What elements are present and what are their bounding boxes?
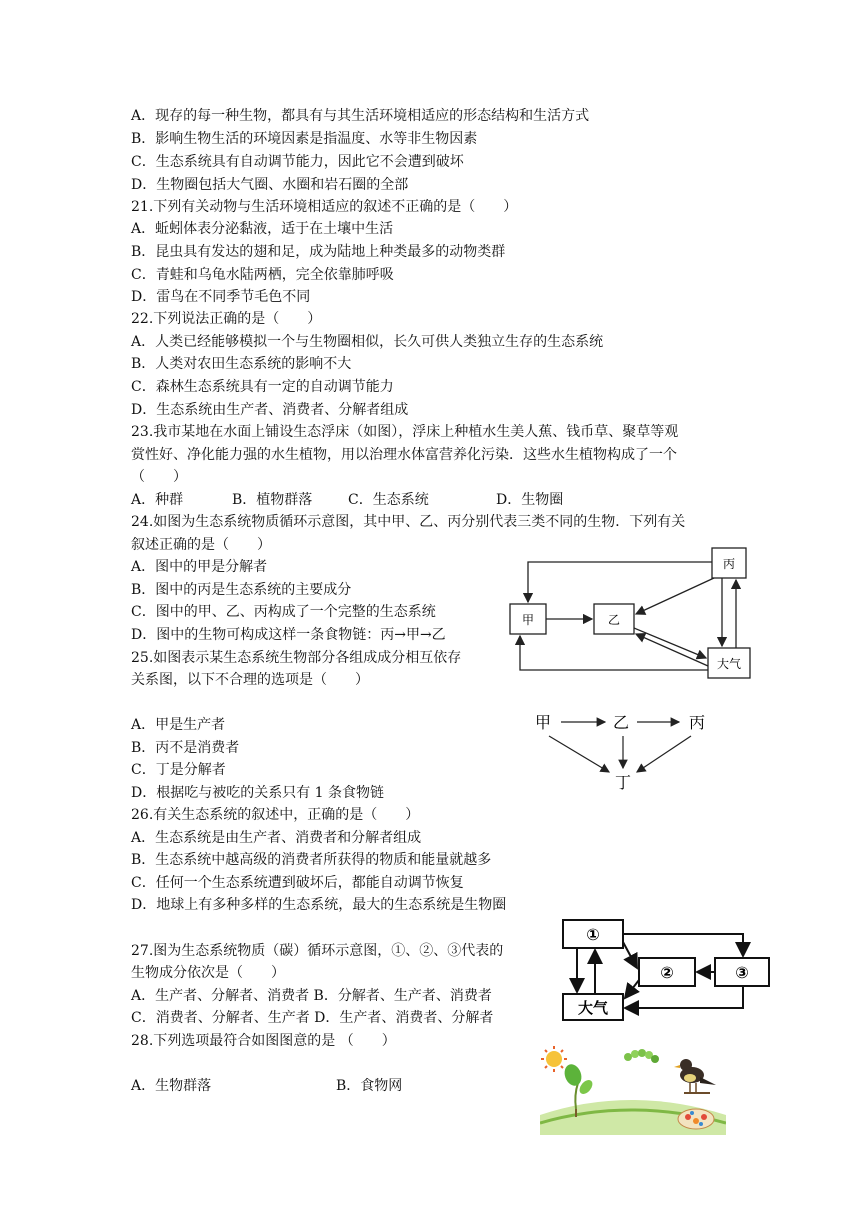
q24-stem-line2: 叙述正确的是（ ） (131, 537, 271, 553)
q24-carbon-cycle-diagram (500, 540, 770, 682)
q24-option-c: C．图中的甲、乙、丙构成了一个完整的生态系统 (131, 604, 436, 620)
q24-arrow-bing-to-jia (528, 562, 712, 602)
q23-stem-line3: （ ） (131, 469, 187, 485)
q24-option-d: D．图中的生物可构成这样一条食物链：丙→甲→乙 (131, 627, 446, 643)
q24-arrow-bing-to-yi (636, 578, 714, 614)
q28-option-a: A．生物群落 (131, 1078, 212, 1094)
q25-label-ding: 丁 (614, 773, 632, 792)
q21-option-b: B．昆虫具有发达的翅和足，成为陆地上种类最多的动物类群 (131, 244, 506, 260)
q24-label-jia: 甲 (521, 613, 535, 627)
q24-option-b: B．图中的丙是生态系统的主要成分 (131, 582, 352, 598)
q25-label-yi: 乙 (612, 713, 630, 732)
q26-option-c: C．任何一个生态系统遭到破坏后，都能自动调节恢复 (131, 875, 464, 891)
q25-option-b: B．丙不是消费者 (131, 740, 240, 756)
q23-options (131, 490, 563, 510)
q20-option-c: C．生态系统具有自动调节能力，因此它不会遭到破坏 (131, 154, 464, 170)
q27-label-two: ② (660, 963, 674, 982)
q25-food-relation-diagram (525, 702, 725, 794)
q26-option-a: A．生态系统是由生产者、消费者和分解者组成 (131, 830, 422, 846)
q20-option-a: A．现存的每一种生物，都具有与其生活环境相适应的形态结构和生活方式 (131, 108, 590, 124)
q25-option-a: A．甲是生产者 (131, 717, 226, 733)
q27-label-air: 大气 (577, 999, 609, 1017)
q20-option-d: D．生物圈包括大气圈、水圈和岩石圈的全部 (131, 177, 409, 193)
q25-arrow-bing-to-ding (637, 736, 691, 772)
q26-option-d: D．地球上有多种多样的生态系统，最大的生态系统是生物圈 (131, 897, 507, 913)
q25-option-d: D．根据吃与被吃的关系只有 1 条食物链 (131, 785, 385, 801)
q27-options-ab: A．生产者、分解者、消费者 B．分解者、生产者、消费者 (131, 988, 492, 1004)
q24-label-air: 大气 (716, 657, 742, 671)
q27-options-cd: C．消费者、分解者、生产者 D．生产者、消费者、分解者 (131, 1010, 494, 1026)
q24-arrow-yi-to-air (634, 628, 706, 658)
q23-option-c: C．生态系统 (348, 492, 429, 508)
q27-arrow-one-to-three (623, 934, 743, 956)
q27-arrow-one-to-two (623, 942, 637, 968)
q23-option-b: B．植物群落 (232, 492, 313, 508)
q24-label-yi: 乙 (607, 613, 621, 627)
q22-stem: 22.下列说法正确的是（ ） (131, 311, 322, 327)
q21-option-d: D．雷鸟在不同季节毛色不同 (131, 289, 311, 305)
q27-stem-line1: 27.图为生态系统物质（碳）循环示意图，①、②、③代表的 (131, 943, 504, 959)
q27-arrow-two-to-air (625, 980, 639, 998)
q25-label-bing: 丙 (688, 713, 706, 732)
q27-label-three: ③ (735, 963, 749, 982)
q28-ecosystem-illustration (540, 1045, 726, 1135)
q24-arrow-air-to-yi (636, 634, 708, 666)
decomposer-icon (678, 1109, 714, 1129)
q25-arrow-jia-to-ding (549, 736, 609, 772)
q23-stem-line1: 23.我市某地在水面上铺设生态浮床（如图），浮床上种植水生美人蕉、钱币草、聚草等观 (131, 424, 679, 440)
q21-stem: 21.下列有关动物与生活环境相适应的叙述不正确的是（ ） (131, 199, 518, 215)
q23-option-a: A．种群 (131, 492, 184, 508)
q27-carbon-cycle-diagram (555, 912, 777, 1024)
q27-label-one: ① (586, 925, 600, 944)
q27-arrow-three-to-air (625, 986, 743, 1008)
q22-option-a: A．人类已经能够模拟一个与生物圈相似，长久可供人类独立生存的生态系统 (131, 334, 604, 350)
q23-option-d: D．生物圈 (496, 492, 564, 508)
q28-stem: 28.下列选项最符合如图图意的是 （ ） (131, 1033, 396, 1049)
q24-stem-line1: 24.如图为生态系统物质循环示意图，其中甲、乙、丙分别代表三类不同的生物．下列有关 (131, 514, 686, 530)
q25-option-c: C．丁是分解者 (131, 762, 226, 778)
q20-option-b: B．影响生物生活的环境因素是指温度、水等非生物因素 (131, 131, 478, 147)
q22-option-d: D．生态系统由生产者、消费者、分解者组成 (131, 402, 409, 418)
q28-option-b: B．食物网 (336, 1078, 403, 1094)
q22-option-b: B．人类对农田生态系统的影响不大 (131, 356, 352, 372)
q22-option-c: C．森林生态系统具有一定的自动调节能力 (131, 379, 394, 395)
q26-option-b: B．生态系统中越高级的消费者所获得的物质和能量就越多 (131, 852, 492, 868)
q25-stem-line2: 关系图，以下不合理的选项是（ ） (131, 672, 369, 688)
q21-option-c: C．青蛙和乌龟水陆两栖，完全依靠肺呼吸 (131, 267, 394, 283)
q26-stem: 26.有关生态系统的叙述中，正确的是（ ） (131, 807, 420, 823)
q28-options (131, 1076, 402, 1096)
q24-option-a: A．图中的甲是分解者 (131, 559, 268, 575)
q27-stem-line2: 生物成分依次是（ ） (131, 965, 285, 981)
q25-stem-line1: 25.如图表示某生态系统生物部分各组成成分相互依存 (131, 650, 462, 666)
q21-option-a: A．蚯蚓体表分泌黏液，适于在土壤中生活 (131, 221, 394, 237)
q23-stem-line2: 赏性好、净化能力强的水生植物，用以治理水体富营养化污染．这些水生植物构成了一个 (131, 447, 677, 463)
q24-label-bing: 丙 (722, 557, 736, 571)
q25-label-jia: 甲 (534, 713, 552, 732)
